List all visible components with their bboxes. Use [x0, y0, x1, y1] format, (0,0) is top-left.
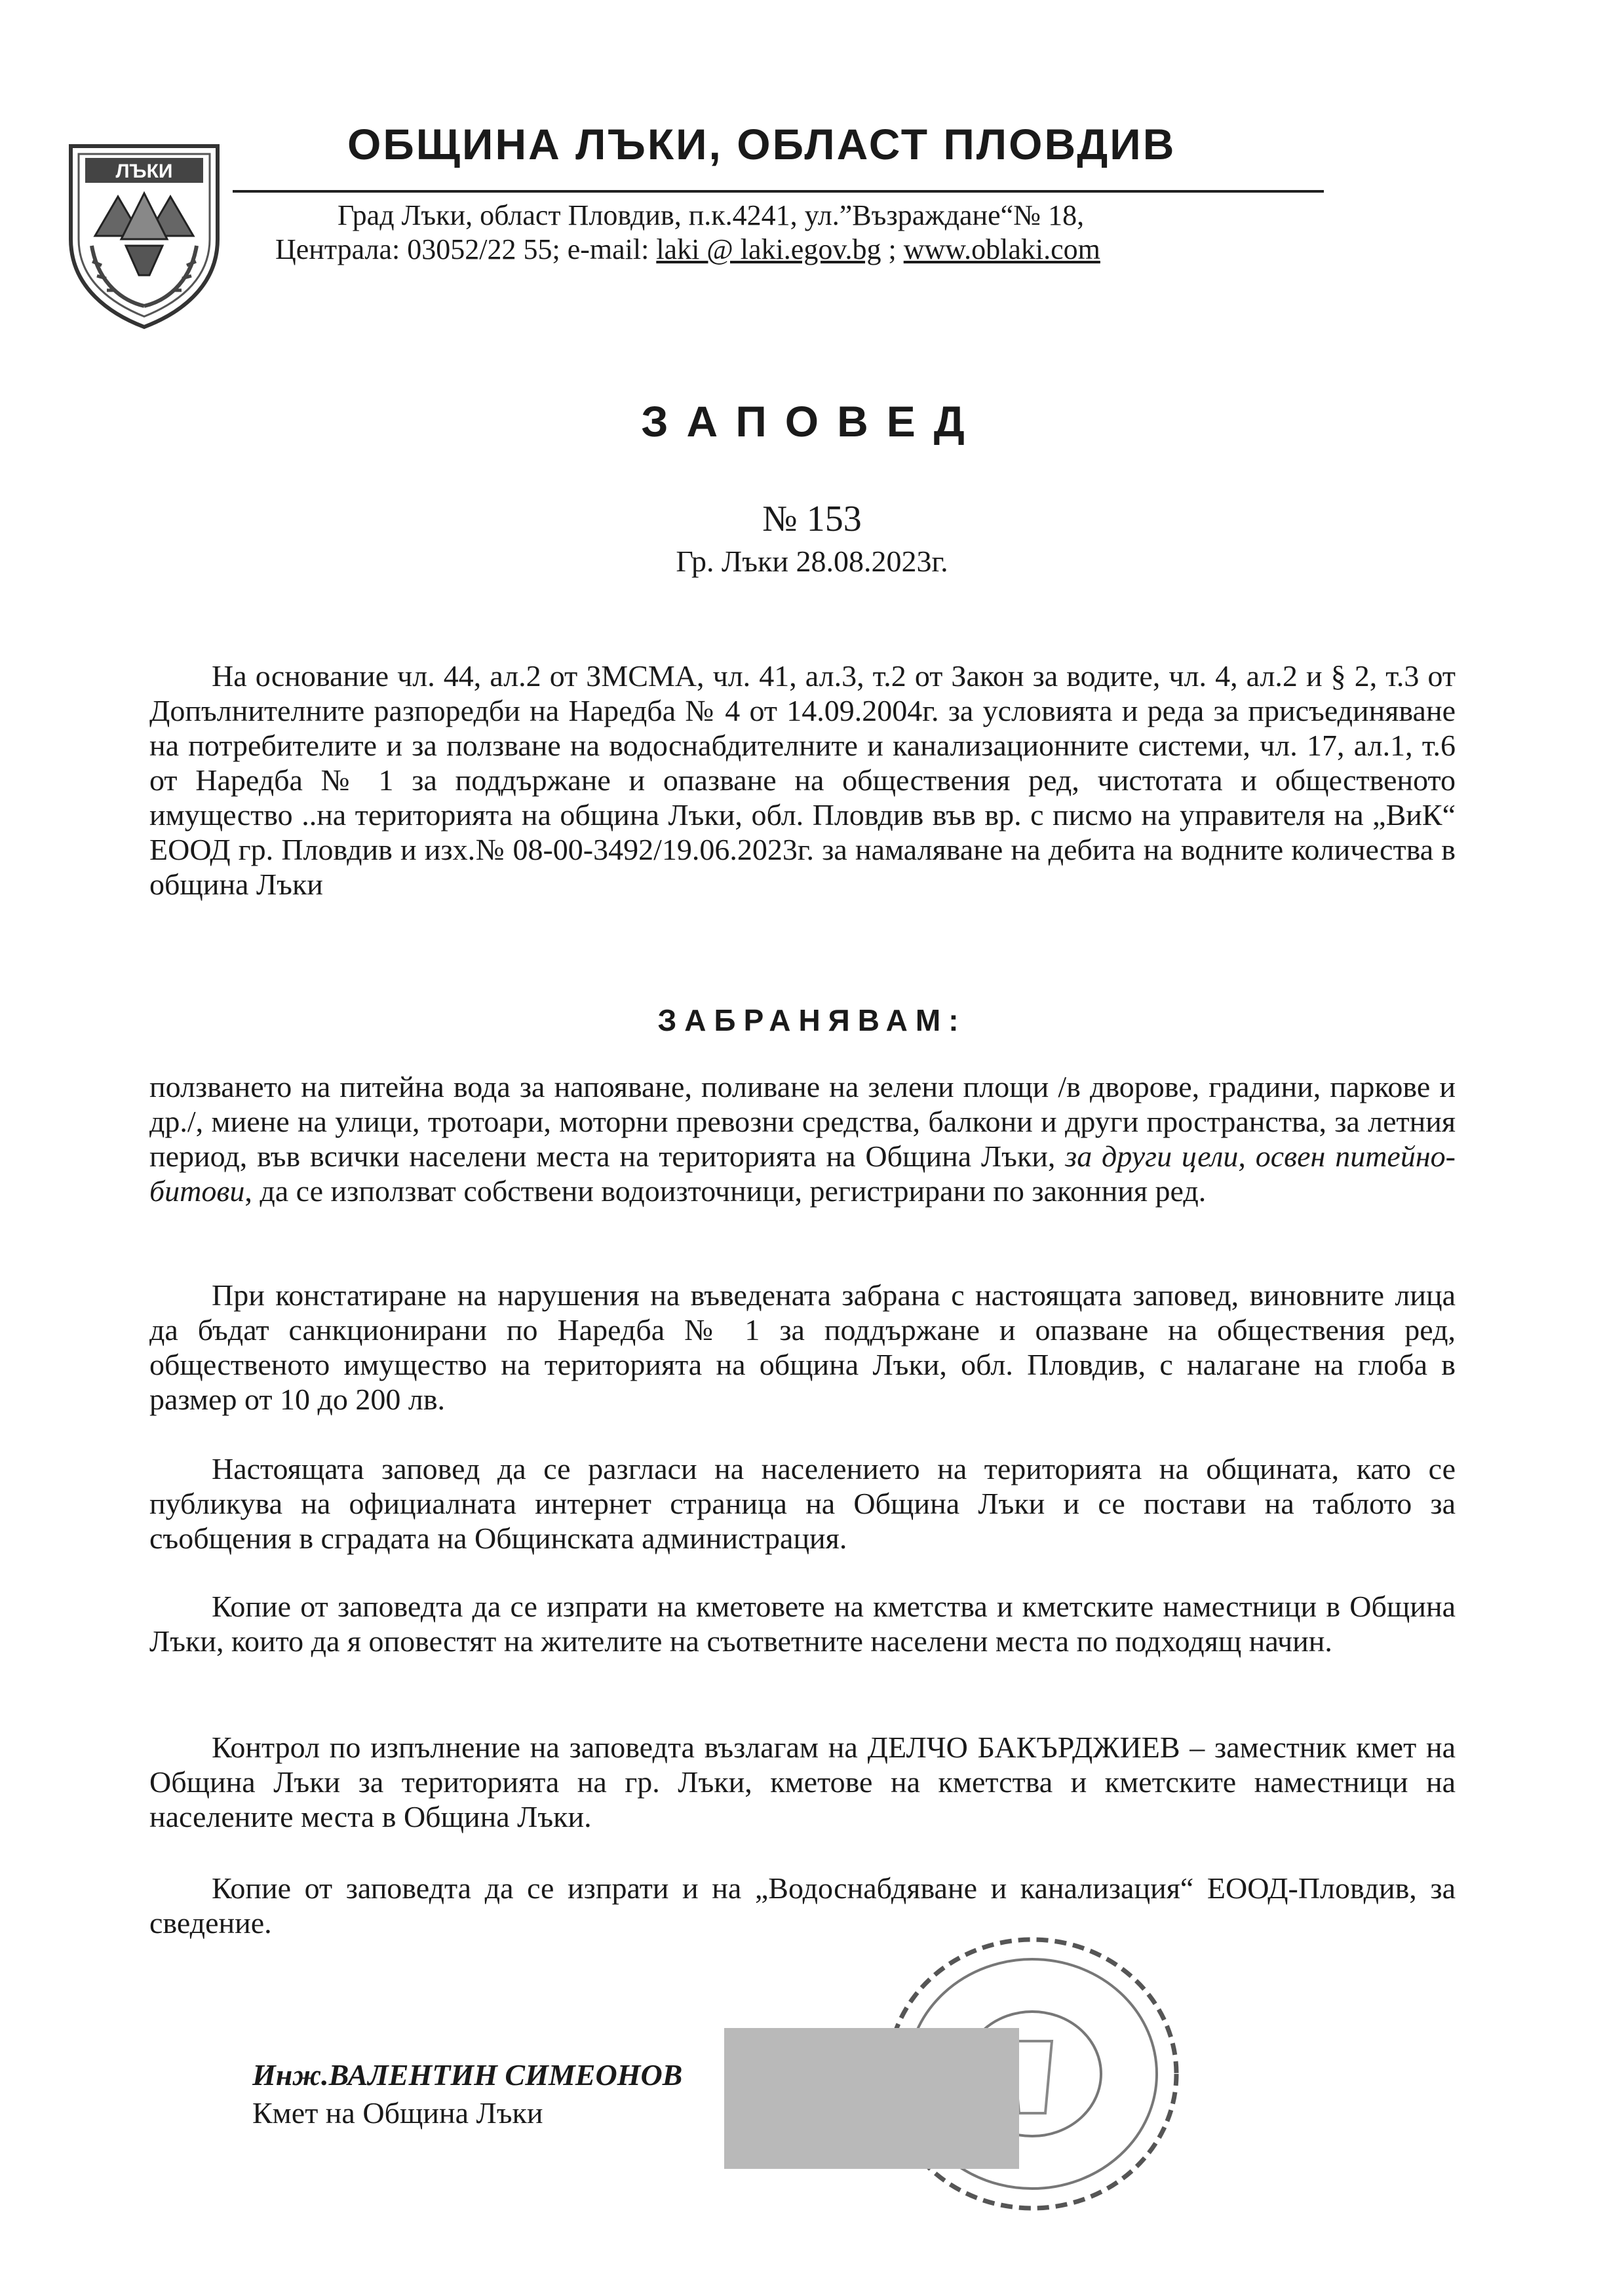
contact-email-link[interactable]: laki @ laki.egov.bg: [656, 233, 881, 265]
contact-phone: Централа: 03052/22 55; e-mail:: [275, 233, 657, 265]
municipality-title: ОБЩИНА ЛЪКИ, ОБЛАСТ ПЛОВДИВ: [347, 120, 1176, 168]
signatory-role: Кмет на Община Лъки: [252, 2096, 543, 2130]
prohibit-text-part2: , да се използват собствени водоизточници, регистрирани по законния ред.: [244, 1174, 1207, 1208]
prohibit-paragraph: [149, 1069, 1456, 1208]
contact-separator: ;: [881, 233, 904, 265]
website-link[interactable]: www.oblaki.com: [903, 233, 1100, 265]
prohibit-text-part1: ползването на питейна вода за напояване, поливане на зелени площи /в дворове, градини, паркове и др./, миене на улици, тротоари, моторни превозни средства, балкони и други пространства, за летния период, във всички населени места на територията на Община Лъки,: [149, 1070, 1456, 1173]
preamble-paragraph: На основание чл. 44, ал.2 от ЗМСМА, чл. 41, ал.3, т.2 от Закон за водите, чл. 4, ал.2 и § 2, т.3 от Допълнителните разпоредби на Наредба № 4 от 14.09.2004г. за условията и реда за присъединяване на потребителите и за ползване на водоснабдителните и канализационните системи, чл. 17, ал.1, т.6 от Наредба № 1 за поддържане и опазване на обществения ред, чистотата и общественото имущество ..на територията на община Лъки, обл. Пловдив във вр. с писмо на управителя на „ВиК“ ЕООД гр. Пловдив и изх.№ 08-00-3492/19.06.2023г. за намаляване на дебита на водните количества в община Лъки: [149, 659, 1456, 901]
control-paragraph: Контрол по изпълнение на заповедта възлагам на ДЕЛЧО БАКЪРДЖИЕВ – заместник кмет на Община Лъки за територията на гр. Лъки, кметове на кметства и кметските наместници на населените места в Община Лъки.: [149, 1731, 1456, 1833]
redacted-signature: [724, 2028, 1019, 2169]
municipality-contact: [275, 233, 1100, 266]
prohibit-text-italic: за други цели, освен питейно-битови: [149, 1139, 1456, 1208]
header-divider: [233, 190, 1324, 193]
coat-of-arms-icon: [66, 141, 223, 331]
municipality-address: Град Лъки, област Пловдив, п.к.4241, ул.”Възраждане“№ 18,: [338, 199, 1085, 231]
order-title: ЗАПОВЕД: [641, 397, 983, 446]
copy-water-company-paragraph: Копие от заповедта да се изпрати и на „Водоснабдяване и канализация“ ЕООД-Пловдив, за сведение.: [149, 1871, 1456, 1940]
signatory-full-name: ВАЛЕНТИН СИМЕОНОВ: [328, 2058, 683, 2092]
sanction-paragraph: При констатиране на нарушения на въведената забрана с настоящата заповед, виновните лица да бъдат санкционирани по Наредба № 1 за поддържане и опазване на обществения ред, общественото имущество на територията на община Лъки, обл. Пловдив, с налагане на глоба в размер от 10 до 200 лв.: [149, 1278, 1456, 1416]
publication-paragraph: Настоящата заповед да се разгласи на населението на територията на общината, като се публикува на официалната интернет страница на Община Лъки и се постави на таблото за съобщения в сградата на Общинската администрация.: [149, 1452, 1456, 1555]
order-place-date: Гр. Лъки 28.08.2023г.: [676, 545, 948, 578]
order-number: № 153: [762, 499, 862, 539]
coat-label: ЛЪКИ: [115, 161, 173, 182]
prohibit-heading: ЗАБРАНЯВАМ:: [657, 1003, 967, 1037]
copy-mayors-paragraph: Копие от заповедта да се изпрати на кметовете на кметства и кметските наместници в Община Лъки, които да я оповестят на жителите на съответните населени места по подходящ начин.: [149, 1590, 1456, 1658]
signatory-title: Инж.: [252, 2058, 329, 2092]
signatory-name: [252, 2057, 682, 2092]
